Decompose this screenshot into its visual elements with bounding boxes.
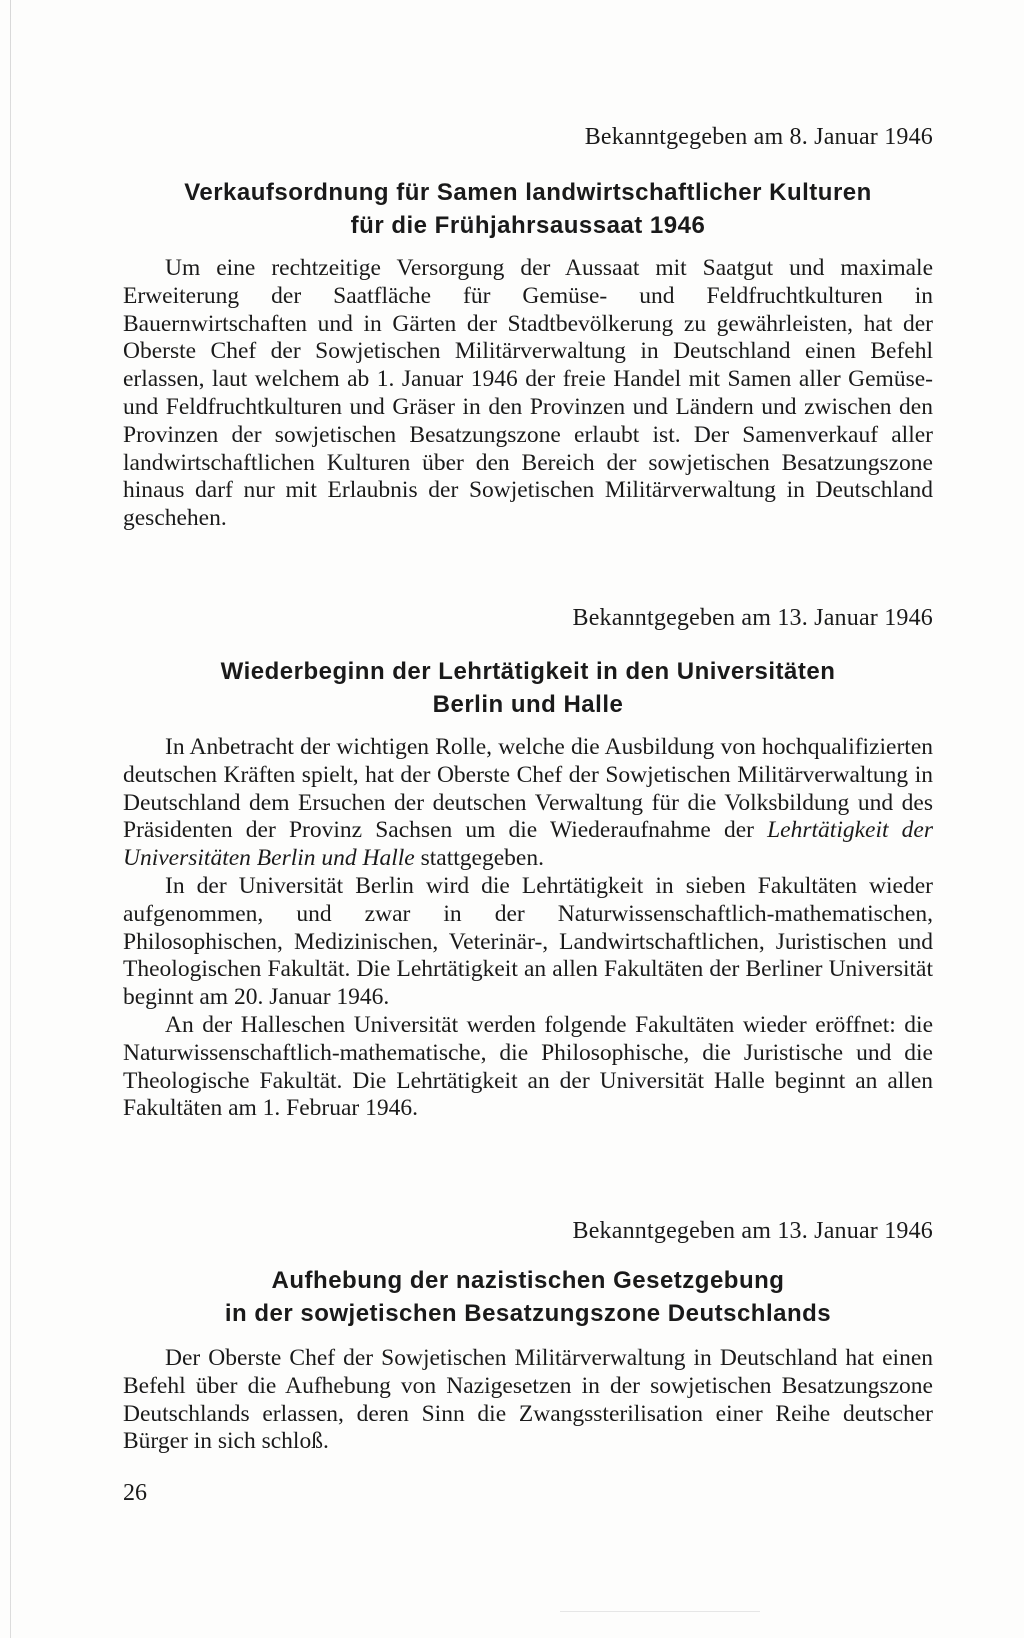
section-title-2-line-2: Berlin und Halle: [432, 691, 624, 718]
paragraph-text: stattgegeben.: [414, 845, 544, 872]
paragraph: In der Universität Berlin wird die Lehrtätigkeit in sieben Fakultäten wieder aufgenommen, und zwar in der Naturwissenschaftlich-mathematischen, Philosophischen, Medizinischen, Veterinär-, Landwirtschaftlichen, Juristischen und Theologischen Fakultät. Die Lehrtätigkeit an allen Fakultäten der Berliner Universität beginnt am 20. Januar 1946.: [123, 872, 933, 1011]
page-number: 26: [123, 1480, 147, 1506]
section-title-1-line-2: für die Frühjahrsaussaat 1946: [350, 212, 706, 239]
scan-edge: [10, 0, 11, 1638]
section-title-3: [123, 1264, 933, 1330]
section-title-3-line-1: Aufhebung der nazistischen Gesetzgebung: [271, 1267, 785, 1294]
section-title-3-line-2: in der sowjetischen Besatzungszone Deutschlands: [224, 1300, 832, 1327]
paragraph: An der Halleschen Universität werden folgende Fakultäten wieder eröffnet: die Naturwissenschaftlich-mathematische, die Philosophische, die Juristische und die Theologische Fakultät. Die Lehrtätigkeit an der Universität Halle beginnt an allen Fakultäten am 1. Februar 1946.: [123, 1011, 933, 1122]
scan-artifact-line: [560, 1611, 760, 1612]
dateline-1: Bekanntgegeben am 8. Januar 1946: [584, 124, 933, 150]
emphasis-text: Lehrtätigkeit der Universitäten Berlin und Halle: [123, 817, 933, 872]
section-title-2: [123, 655, 933, 721]
section-title-2-line-1: Wiederbeginn der Lehrtätigkeit in den Universitäten: [220, 658, 836, 685]
paragraph: Der Oberste Chef der Sowjetischen Militärverwaltung in Deutschland hat einen Befehl über die Aufhebung von Nazigesetzen in der sowjetischen Besatzungszone Deutschlands erlassen, deren Sinn die Zwangssterilisation einer Reihe deutscher Bürger in sich schloß.: [123, 1345, 933, 1455]
dateline-3: Bekanntgegeben am 13. Januar 1946: [572, 1218, 933, 1244]
section-body-3: [123, 1345, 933, 1456]
section-body-1: [123, 255, 933, 533]
section-body-2: [123, 734, 933, 1123]
paragraph-with-emphasis: [123, 734, 933, 873]
section-title-1-line-1: Verkaufsordnung für Samen landwirtschaftlicher Kulturen: [184, 179, 872, 206]
section-title-1: [123, 176, 933, 242]
dateline-2: Bekanntgegeben am 13. Januar 1946: [572, 605, 933, 631]
paragraph: Um eine rechtzeitige Versorgung der Aussaat mit Saatgut und maximale Erweiterung der Saatfläche für Gemüse- und Feldfruchtkulturen in Bauernwirtschaften und in Gärten der Stadtbevölkerung zu gewährleisten, hat der Oberste Chef der Sowjetischen Militärverwaltung in Deutschland einen Befehl erlassen, laut welchem ab 1. Januar 1946 der freie Handel mit Samen aller Gemüse- und Feldfruchtkulturen und Gräser in den Provinzen und Ländern und zwischen den Provinzen der sowjetischen Besatzungszone erlaubt ist. Der Samenverkauf aller landwirtschaftlichen Kulturen über den Bereich der sowjetischen Besatzungszone hinaus darf nur mit Erlaubnis der Sowjetischen Militärverwaltung in Deutschland geschehen.: [123, 255, 933, 532]
paragraph-text: In Anbetracht der wichtigen Rolle, welche die Ausbildung von hochqualifizierten deutschen Kräften spielt, hat der Oberste Chef der Sowjetischen Militärverwaltung in Deutschland dem Ersuchen der deutschen Verwaltung für die Volksbildung und des Präsidenten der Provinz Sachsen um die Wiederaufnahme der: [123, 734, 933, 844]
